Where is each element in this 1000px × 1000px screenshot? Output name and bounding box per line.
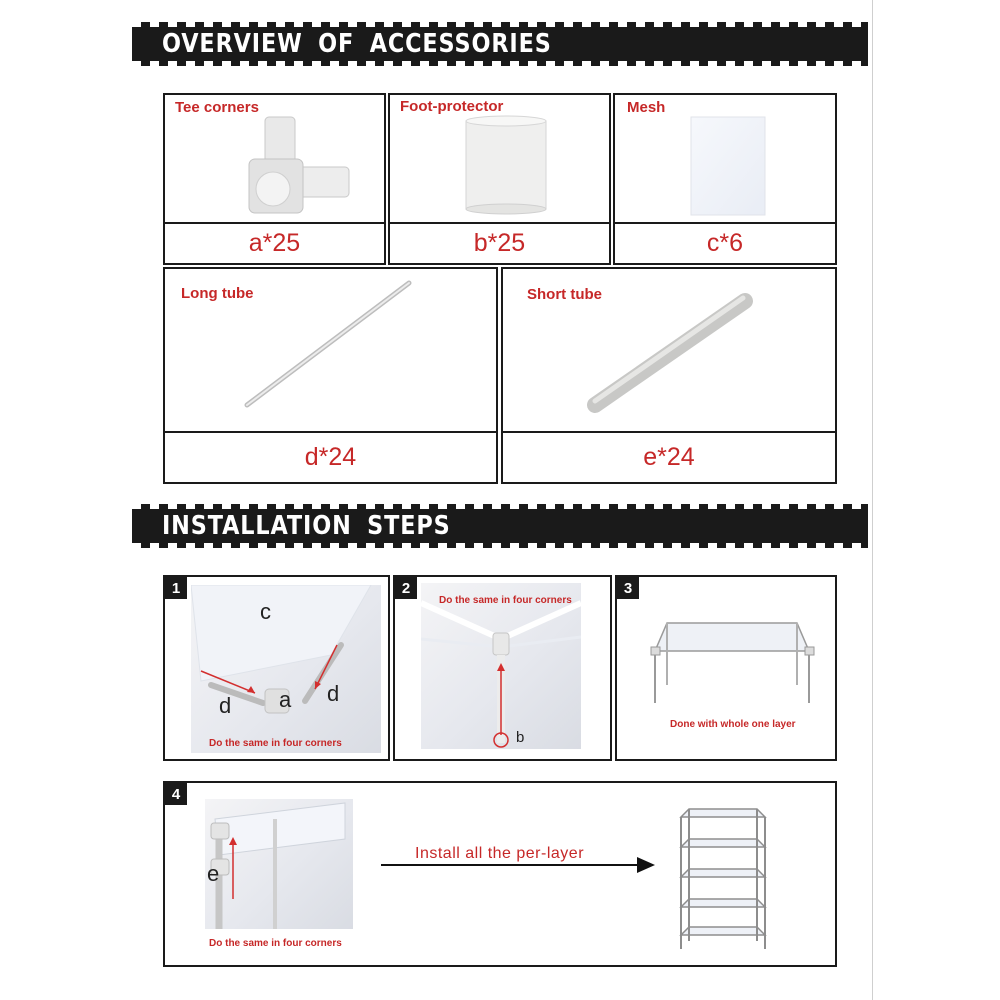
step-number: 3: [617, 577, 639, 599]
step-number: 2: [395, 577, 417, 599]
accessory-label: Tee corners: [175, 99, 259, 116]
accessory-label: Mesh: [627, 99, 666, 116]
accessories-banner: [132, 22, 868, 66]
step-number: 1: [165, 577, 187, 599]
step-1-panel: [163, 575, 390, 761]
tee-corner-closeup-illustration: [421, 583, 581, 749]
accessory-count-a: a*25: [163, 222, 386, 265]
part-label-a: a: [279, 687, 292, 712]
arrow-instruction-text: Install all the per-layer: [415, 845, 585, 862]
accessory-label: Long tube: [181, 285, 254, 302]
foot-protector-icon: [462, 115, 550, 217]
accessory-label: Foot-protector: [400, 98, 504, 115]
accessories-title: OVERVIEW OF ACCESSORIES: [162, 29, 552, 59]
right-arrow-icon: [381, 853, 657, 877]
step-caption: Do the same in four corners: [209, 738, 342, 749]
installation-banner: [132, 504, 868, 548]
step-caption: Done with whole one layer: [670, 719, 796, 730]
tee-corner-icon: [243, 115, 353, 219]
five-layer-rack-illustration: [675, 801, 771, 951]
single-layer-frame-illustration: [647, 611, 817, 711]
accessory-label: Short tube: [527, 286, 602, 303]
step-2-photo: [421, 583, 581, 749]
part-label-d: d: [327, 681, 340, 706]
layer-assembly-illustration: [205, 799, 353, 929]
mesh-corner-illustration: [191, 585, 381, 753]
part-label-d: d: [219, 693, 232, 718]
part-label-e: e: [207, 861, 220, 886]
page-edge-line: [872, 0, 873, 1000]
part-label-b: b: [516, 729, 525, 746]
step-4-panel: [163, 781, 837, 967]
step-1-photo: [191, 585, 381, 753]
accessory-card-tee-corners: [163, 93, 386, 224]
accessory-count-e: e*24: [501, 431, 837, 484]
accessory-count-c: c*6: [613, 222, 837, 265]
step-3-panel: [615, 575, 837, 761]
accessory-card-foot-protector: [388, 93, 611, 224]
short-tube-icon: [573, 279, 773, 425]
step-caption: Do the same in four corners: [439, 595, 572, 606]
accessory-count-d: d*24: [163, 431, 498, 484]
accessory-card-long-tube: [163, 267, 498, 433]
long-tube-icon: [235, 277, 425, 427]
part-label-c: c: [260, 599, 271, 624]
step-caption: Do the same in four corners: [209, 938, 342, 949]
accessory-count-b: b*25: [388, 222, 611, 265]
step-2-panel: [393, 575, 612, 761]
step-number: 4: [165, 783, 187, 805]
step-4-photo: [205, 799, 353, 929]
installation-title: INSTALLATION STEPS: [162, 511, 451, 541]
accessory-card-short-tube: [501, 267, 837, 433]
mesh-sheet-icon: [689, 115, 767, 217]
accessory-card-mesh: [613, 93, 837, 224]
